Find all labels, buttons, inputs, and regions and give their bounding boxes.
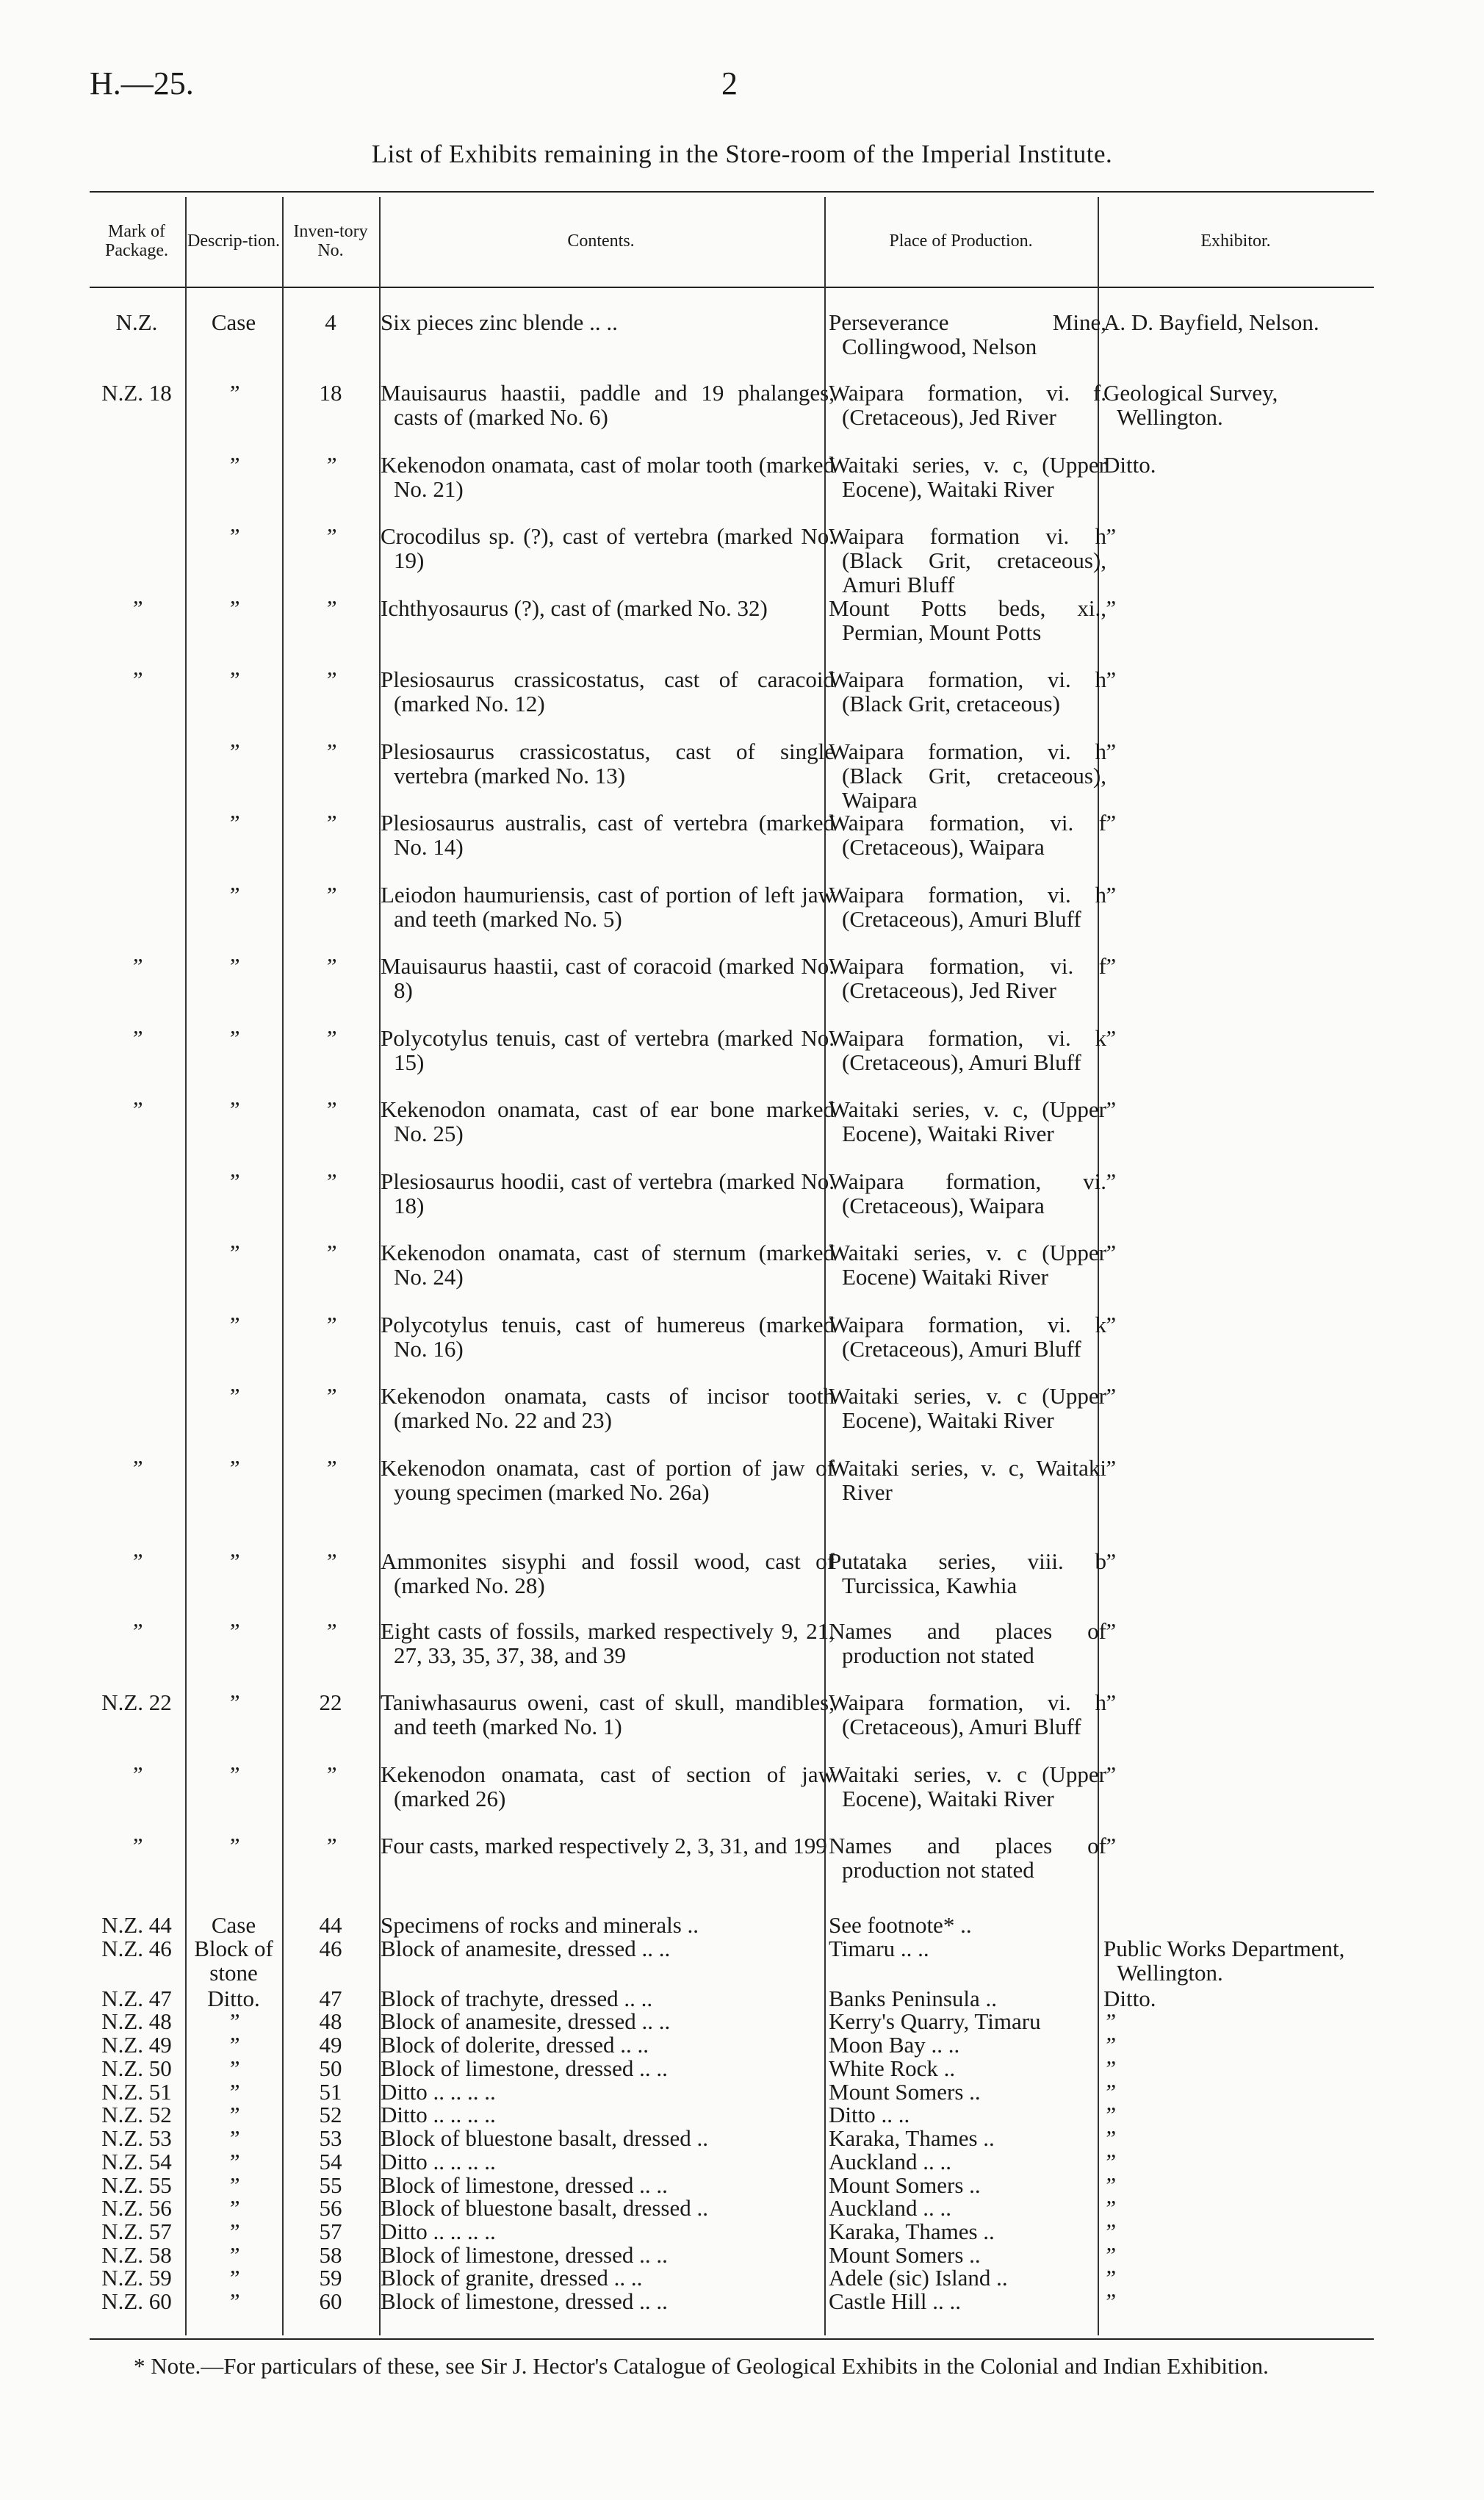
cell-exhibitor: ”	[1103, 2149, 1117, 2174]
cell-place: Karaka, Thames ..	[829, 2219, 995, 2244]
cell-desc: ”	[227, 810, 240, 836]
cell-desc: ”	[227, 380, 240, 406]
cell-contents: Ichthyosaurus (?), cast of (marked No. 32)	[381, 595, 768, 621]
cell-inv: 47	[319, 1986, 342, 2011]
cell-place: Waipara formation, vi. k (Cretaceous), Amuri Bluff	[829, 1025, 1106, 1075]
cell-place: Names and places of production not stated	[829, 1618, 1106, 1668]
cell-exhibitor: ”	[1103, 2079, 1117, 2105]
cell-exhibitor: Ditto.	[1103, 1986, 1156, 2011]
cell-place: Auckland .. ..	[829, 2149, 952, 2174]
cell-mark: ”	[130, 595, 143, 621]
cell-contents: Ditto .. .. .. ..	[381, 2149, 496, 2174]
cell-inv: ”	[324, 1618, 337, 1644]
header-place: Place of Production.	[889, 231, 1033, 251]
cell-contents: Ammonites sisyphi and fossil wood, cast of (marked No. 28)	[381, 1548, 835, 1598]
cell-inv: 46	[319, 1936, 342, 1961]
cell-inv: 4	[325, 309, 336, 335]
cell-exhibitor: ”	[1103, 1025, 1117, 1051]
cell-inv: ”	[324, 595, 337, 621]
cell-inv: ”	[324, 1548, 337, 1574]
cell-place: Moon Bay .. ..	[829, 2032, 960, 2058]
cell-inv: ”	[324, 1240, 337, 1265]
cell-place: Kerry's Quarry, Timaru	[829, 2008, 1041, 2034]
cell-desc: ”	[227, 1240, 240, 1265]
cell-exhibitor: ”	[1103, 1096, 1117, 1122]
cell-place: Waitaki series, v. c (Upper Eocene), Waitaki River	[829, 1761, 1106, 1811]
cell-inv: 48	[319, 2008, 342, 2034]
cell-inv: ”	[324, 953, 337, 979]
cell-desc: ”	[227, 1168, 240, 1194]
cell-mark: ”	[130, 1025, 143, 1051]
cell-mark: N.Z. 22	[101, 1689, 172, 1715]
cell-place: Waitaki series, v. c, Waitaki River	[829, 1455, 1106, 1505]
header-mark: Mark of Package.	[105, 221, 168, 260]
cell-place: Auckland .. ..	[829, 2195, 952, 2221]
cell-desc: ”	[227, 452, 240, 478]
cell-place: Waipara formation, vi. h (Black Grit, cretaceous), Waipara	[829, 739, 1106, 813]
cell-desc: ”	[227, 2079, 240, 2105]
cell-mark: ”	[130, 1618, 143, 1644]
cell-inv: 44	[319, 1912, 342, 1938]
cell-contents: Block of anamesite, dressed .. ..	[381, 2008, 671, 2034]
cell-inv: 57	[319, 2219, 342, 2244]
cell-contents: Block of limestone, dressed .. ..	[381, 2172, 668, 2198]
cell-contents: Kekenodon onamata, cast of molar tooth (marked No. 21)	[381, 452, 835, 502]
footnote: * Note.—For particulars of these, see Sir J. Hector's Catalogue of Geological Exhibits in the Colonial and Indian Exhibition.	[134, 2353, 1269, 2379]
cell-contents: Mauisaurus haastii, cast of coracoid (marked No. 8)	[381, 953, 835, 1003]
cell-contents: Block of trachyte, dressed .. ..	[381, 1986, 653, 2011]
cell-place: Ditto .. ..	[829, 2102, 910, 2127]
cell-exhibitor: ”	[1103, 523, 1117, 549]
cell-mark: N.Z. 44	[101, 1912, 172, 1938]
cell-place: Waipara formation, vi. h (Cretaceous), Amuri Bluff	[829, 882, 1106, 932]
cell-desc: ”	[227, 1312, 240, 1337]
cell-place: Mount Somers ..	[829, 2079, 981, 2105]
cell-exhibitor: Geological Survey, Wellington.	[1103, 380, 1278, 430]
cell-desc: ”	[227, 2265, 240, 2291]
cell-desc: ”	[227, 882, 240, 908]
cell-contents: Eight casts of fossils, marked respectively 9, 21, 27, 33, 35, 37, 38, and 39	[381, 1618, 835, 1668]
cell-contents: Block of limestone, dressed .. ..	[381, 2242, 668, 2268]
cell-mark: N.Z. 49	[101, 2032, 172, 2058]
cell-place: Waipara formation, vi. h (Black Grit, cretaceous)	[829, 667, 1106, 716]
cell-exhibitor: ”	[1103, 1833, 1117, 1858]
cell-inv: ”	[324, 882, 337, 908]
cell-contents: Kekenodon onamata, cast of sternum (marked No. 24)	[381, 1240, 835, 1290]
cell-contents: Polycotylus tenuis, cast of humereus (marked No. 16)	[381, 1312, 835, 1362]
cell-contents: Block of anamesite, dressed .. ..	[381, 1936, 671, 1961]
cell-contents: Plesiosaurus crassicostatus, cast of single vertebra (marked No. 13)	[381, 739, 835, 789]
cell-contents: Four casts, marked respectively 2, 3, 31, and 199	[381, 1833, 827, 1858]
header-description: Descrip-tion.	[187, 231, 280, 251]
cell-inv: 60	[319, 2288, 342, 2314]
cell-contents: Kekenodon onamata, cast of section of jaw (marked 26)	[381, 1761, 835, 1811]
cell-place: Waipara formation, vi. f (Cretaceous), Waipara	[829, 810, 1106, 860]
cell-inv: 56	[319, 2195, 342, 2221]
cell-inv: 22	[319, 1689, 342, 1715]
cell-exhibitor: Ditto.	[1103, 452, 1156, 478]
cell-contents: Specimens of rocks and minerals ..	[381, 1912, 699, 1938]
cell-desc: ”	[227, 1618, 240, 1644]
cell-desc: ”	[227, 2102, 240, 2127]
cell-place: Waipara formation, vi. f (Cretaceous), Jed River	[829, 953, 1106, 1003]
cell-contents: Kekenodon onamata, cast of portion of jaw of young specimen (marked No. 26a)	[381, 1455, 835, 1505]
cell-exhibitor: ”	[1103, 595, 1117, 621]
cell-desc: ”	[227, 953, 240, 979]
cell-inv: 54	[319, 2149, 342, 2174]
page-number: 2	[721, 65, 738, 101]
cell-inv: ”	[324, 1455, 337, 1481]
cell-mark: ”	[130, 953, 143, 979]
cell-place: Banks Peninsula ..	[829, 1986, 998, 2011]
cell-mark: N.Z. 46	[101, 1936, 172, 1961]
cell-mark: N.Z. 58	[101, 2242, 172, 2268]
cell-desc: Case	[211, 1912, 256, 1938]
cell-inv: ”	[324, 810, 337, 836]
cell-mark: ”	[130, 667, 143, 692]
cell-mark: N.Z. 60	[101, 2288, 172, 2314]
cell-exhibitor: ”	[1103, 2055, 1117, 2081]
header-contents: Contents.	[567, 231, 635, 251]
cell-exhibitor: ”	[1103, 2242, 1117, 2268]
cell-desc: ”	[227, 2195, 240, 2221]
cell-place: Waipara formation, vi. k (Cretaceous), Amuri Bluff	[829, 1312, 1106, 1362]
cell-desc: ”	[227, 739, 240, 764]
cell-exhibitor: ”	[1103, 882, 1117, 908]
cell-desc: ”	[227, 2219, 240, 2244]
cell-contents: Kekenodon onamata, cast of ear bone marked No. 25)	[381, 1096, 835, 1146]
cell-mark: N.Z. 50	[101, 2055, 172, 2081]
cell-place: Mount Somers ..	[829, 2242, 981, 2268]
header-inventory: Inven-tory No.	[293, 221, 368, 260]
table-bottom-rule	[90, 2338, 1374, 2340]
cell-exhibitor: ”	[1103, 953, 1117, 979]
cell-contents: Block of bluestone basalt, dressed ..	[381, 2125, 708, 2151]
cell-desc: ”	[227, 2055, 240, 2081]
cell-exhibitor: ”	[1103, 1618, 1117, 1644]
cell-place: Waitaki series, v. c (Upper Eocene) Waitaki River	[829, 1240, 1106, 1290]
cell-inv: ”	[324, 452, 337, 478]
cell-mark: N.Z. 52	[101, 2102, 172, 2127]
cell-contents: Plesiosaurus hoodii, cast of vertebra (marked No. 18)	[381, 1168, 835, 1218]
cell-contents: Ditto .. .. .. ..	[381, 2079, 496, 2105]
cell-contents: Taniwhasaurus oweni, cast of skull, mandibles, and teeth (marked No. 1)	[381, 1689, 835, 1739]
cell-desc: ”	[227, 2288, 240, 2314]
cell-inv: 51	[319, 2079, 342, 2105]
cell-desc: ”	[227, 2008, 240, 2034]
cell-place: Waipara formation, vi. h (Cretaceous), Amuri Bluff	[829, 1689, 1106, 1739]
cell-inv: ”	[324, 1383, 337, 1409]
cell-desc: ”	[227, 2032, 240, 2058]
cell-mark: N.Z. 56	[101, 2195, 172, 2221]
cell-inv: ”	[324, 1168, 337, 1194]
table-top-rule	[90, 191, 1374, 193]
cell-mark: N.Z. 55	[101, 2172, 172, 2198]
cell-exhibitor: ”	[1103, 2008, 1117, 2034]
cell-exhibitor: ”	[1103, 2288, 1117, 2314]
cell-desc: Block of stone	[194, 1936, 273, 1986]
cell-inv: ”	[324, 1761, 337, 1787]
cell-contents: Mauisaurus haastii, paddle and 19 phalanges, casts of (marked No. 6)	[381, 380, 835, 430]
cell-mark: N.Z.	[115, 309, 158, 335]
cell-inv: 59	[319, 2265, 342, 2291]
cell-desc: Case	[211, 309, 256, 335]
cell-inv: 18	[319, 380, 342, 406]
cell-desc: ”	[227, 1761, 240, 1787]
cell-contents: Block of limestone, dressed .. ..	[381, 2288, 668, 2314]
cell-mark: N.Z. 57	[101, 2219, 172, 2244]
cell-mark: N.Z. 54	[101, 2149, 172, 2174]
cell-inv: ”	[324, 1025, 337, 1051]
cell-inv: 49	[319, 2032, 342, 2058]
cell-place: Waitaki series, v. c, (Upper Eocene), Waitaki River	[829, 1096, 1106, 1146]
cell-mark: ”	[130, 1833, 143, 1858]
cell-contents: Six pieces zinc blende .. ..	[381, 309, 618, 335]
cell-exhibitor: ”	[1103, 2125, 1117, 2151]
cell-place: Castle Hill .. ..	[829, 2288, 961, 2314]
cell-exhibitor: Public Works Department, Wellington.	[1103, 1936, 1345, 1986]
cell-desc: ”	[227, 2149, 240, 2174]
cell-mark: N.Z. 18	[101, 380, 172, 406]
cell-desc: ”	[227, 1689, 240, 1715]
cell-desc: ”	[227, 2242, 240, 2268]
cell-exhibitor: ”	[1103, 2265, 1117, 2291]
cell-desc: ”	[227, 1025, 240, 1051]
cell-contents: Plesiosaurus australis, cast of vertebra (marked No. 14)	[381, 810, 835, 860]
cell-exhibitor: A. D. Bayfield, Nelson.	[1103, 309, 1319, 335]
cell-exhibitor: ”	[1103, 1548, 1117, 1574]
cell-place: See footnote* ..	[829, 1912, 972, 1938]
cell-mark: N.Z. 47	[101, 1986, 172, 2011]
cell-mark: ”	[130, 1548, 143, 1574]
cell-mark: N.Z. 51	[101, 2079, 172, 2105]
cell-exhibitor: ”	[1103, 2172, 1117, 2198]
cell-inv: ”	[324, 523, 337, 549]
cell-desc: Ditto.	[207, 1986, 260, 2011]
cell-inv: 50	[319, 2055, 342, 2081]
cell-contents: Plesiosaurus crassicostatus, cast of caracoid (marked No. 12)	[381, 667, 835, 716]
cell-place: White Rock ..	[829, 2055, 956, 2081]
cell-inv: ”	[324, 667, 337, 692]
cell-contents: Ditto .. .. .. ..	[381, 2219, 496, 2244]
cell-desc: ”	[227, 1383, 240, 1409]
cell-desc: ”	[227, 1455, 240, 1481]
cell-exhibitor: ”	[1103, 1168, 1117, 1194]
cell-inv: ”	[324, 1312, 337, 1337]
page-reference: H.—25.	[90, 65, 194, 101]
cell-contents: Block of limestone, dressed .. ..	[381, 2055, 668, 2081]
cell-place: Names and places of production not stated	[829, 1833, 1106, 1883]
cell-inv: 52	[319, 2102, 342, 2127]
cell-inv: ”	[324, 1833, 337, 1858]
cell-desc: ”	[227, 523, 240, 549]
cell-exhibitor: ”	[1103, 1761, 1117, 1787]
cell-exhibitor: ”	[1103, 1689, 1117, 1715]
cell-contents: Block of bluestone basalt, dressed ..	[381, 2195, 708, 2221]
cell-inv: 53	[319, 2125, 342, 2151]
cell-exhibitor: ”	[1103, 1312, 1117, 1337]
cell-desc: ”	[227, 667, 240, 692]
cell-exhibitor: ”	[1103, 2195, 1117, 2221]
cell-exhibitor: ”	[1103, 2102, 1117, 2127]
cell-desc: ”	[227, 1833, 240, 1858]
cell-desc: ”	[227, 2172, 240, 2198]
cell-desc: ”	[227, 1548, 240, 1574]
cell-desc: ”	[227, 2125, 240, 2151]
cell-inv: 55	[319, 2172, 342, 2198]
cell-exhibitor: ”	[1103, 2032, 1117, 2058]
page-title: List of Exhibits remaining in the Store-room of the Imperial Institute.	[371, 140, 1113, 168]
cell-contents: Block of dolerite, dressed .. ..	[381, 2032, 649, 2058]
cell-place: Timaru .. ..	[829, 1936, 929, 1961]
cell-exhibitor: ”	[1103, 1383, 1117, 1409]
cell-desc: ”	[227, 595, 240, 621]
cell-place: Mount Somers ..	[829, 2172, 981, 2198]
cell-contents: Polycotylus tenuis, cast of vertebra (marked No. 15)	[381, 1025, 835, 1075]
cell-contents: Crocodilus sp. (?), cast of vertebra (marked No. 19)	[381, 523, 835, 573]
cell-place: Waipara formation, vi. f. (Cretaceous), Jed River	[829, 380, 1106, 430]
cell-exhibitor: ”	[1103, 739, 1117, 764]
cell-exhibitor: ”	[1103, 667, 1117, 692]
cell-place: Waitaki series, v. c (Upper Eocene), Waitaki River	[829, 1383, 1106, 1433]
cell-mark: ”	[130, 1096, 143, 1122]
cell-mark: N.Z. 53	[101, 2125, 172, 2151]
cell-place: Waipara formation, vi. (Cretaceous), Waipara	[829, 1168, 1106, 1218]
cell-inv: ”	[324, 739, 337, 764]
cell-inv: 58	[319, 2242, 342, 2268]
cell-exhibitor: ”	[1103, 2219, 1117, 2244]
cell-exhibitor: ”	[1103, 810, 1117, 836]
cell-place: Mount Potts beds, xi., Permian, Mount Potts	[829, 595, 1106, 645]
cell-place: Karaka, Thames ..	[829, 2125, 995, 2151]
cell-mark: ”	[130, 1455, 143, 1481]
cell-exhibitor: ”	[1103, 1240, 1117, 1265]
cell-contents: Block of granite, dressed .. ..	[381, 2265, 643, 2291]
cell-contents: Leiodon haumuriensis, cast of portion of left jaw and teeth (marked No. 5)	[381, 882, 835, 932]
cell-desc: ”	[227, 1096, 240, 1122]
cell-place: Waipara formation vi. h (Black Grit, cretaceous), Amuri Bluff	[829, 523, 1106, 597]
cell-inv: ”	[324, 1096, 337, 1122]
cell-mark: N.Z. 59	[101, 2265, 172, 2291]
cell-exhibitor: ”	[1103, 1455, 1117, 1481]
cell-mark: ”	[130, 1761, 143, 1787]
cell-place: Putataka series, viii. b Turcissica, Kawhia	[829, 1548, 1106, 1598]
cell-place: Adele (sic) Island ..	[829, 2265, 1008, 2291]
cell-contents: Kekenodon onamata, casts of incisor tooth (marked No. 22 and 23)	[381, 1383, 835, 1433]
cell-place: Waitaki series, v. c, (Upper Eocene), Waitaki River	[829, 452, 1106, 502]
cell-mark: N.Z. 48	[101, 2008, 172, 2034]
header-exhibitor: Exhibitor.	[1200, 231, 1271, 251]
cell-contents: Ditto .. .. .. ..	[381, 2102, 496, 2127]
cell-place: Perseverance Mine, Collingwood, Nelson	[829, 309, 1106, 359]
